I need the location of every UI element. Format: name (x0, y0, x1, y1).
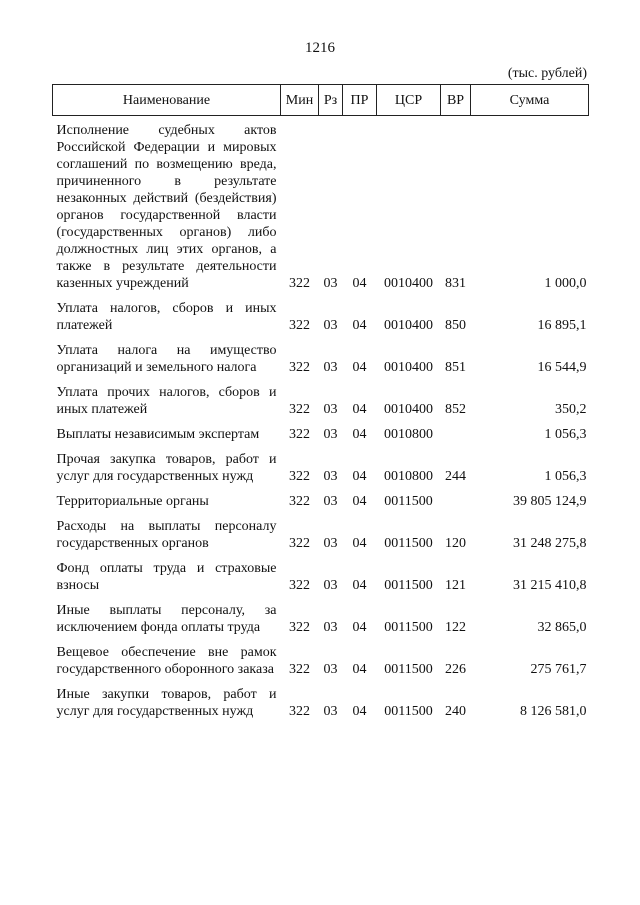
row-pr: 04 (352, 318, 367, 333)
row-sum: 1 056,3 (544, 427, 587, 442)
row-name: Уплата прочих налогов, сборов и иных платежей (56, 385, 277, 417)
table-row (53, 493, 589, 518)
table-header (53, 85, 589, 116)
row-vr: 121 (445, 578, 466, 593)
row-sum: 350,2 (555, 402, 587, 417)
row-vr: 226 (445, 662, 466, 677)
row-rz: 03 (323, 318, 338, 333)
row-csr: 0011500 (384, 704, 433, 719)
row-pr: 04 (352, 620, 367, 635)
row-csr: 0011500 (384, 494, 433, 509)
row-name: Исполнение судебных актов Российской Федерации и мировых соглашений по возмещению вреда, причиненного в результате незаконных действий (бездействия) органов государственной власти (государственных органов) либо должностных лиц этих органов, а также в результате деятельности казенных учреждений (56, 123, 277, 291)
table-row (53, 300, 589, 342)
row-sum: 31 248 275,8 (513, 536, 587, 551)
row-min: 322 (289, 578, 310, 593)
row-vr: 850 (445, 318, 466, 333)
row-csr: 0011500 (384, 578, 433, 593)
row-csr: 0010400 (384, 276, 433, 291)
row-sum: 31 215 410,8 (513, 578, 587, 593)
row-vr: 122 (445, 620, 466, 635)
header-row (53, 85, 589, 116)
row-rz: 03 (323, 427, 338, 442)
row-min: 322 (289, 360, 310, 375)
table-row (53, 644, 589, 686)
table-row (53, 560, 589, 602)
row-vr: 244 (445, 469, 466, 484)
row-min: 322 (289, 469, 310, 484)
row-sum: 16 544,9 (537, 360, 587, 375)
row-min: 322 (289, 276, 310, 291)
row-rz: 03 (323, 276, 338, 291)
row-sum: 16 895,1 (537, 318, 587, 333)
header-name: Наименование (53, 85, 281, 116)
row-csr: 0010400 (384, 402, 433, 417)
row-vr (441, 426, 471, 451)
row-csr: 0011500 (384, 662, 433, 677)
page-number: 1216 (305, 40, 335, 56)
row-pr: 04 (352, 494, 367, 509)
row-rz: 03 (323, 360, 338, 375)
table-row (53, 451, 589, 493)
row-sum: 32 865,0 (537, 620, 587, 635)
table-row (53, 342, 589, 384)
row-vr: 240 (445, 704, 466, 719)
header-csr: ЦСР (377, 85, 441, 116)
row-csr: 0010400 (384, 318, 433, 333)
row-sum: 1 000,0 (544, 276, 587, 291)
header-pr: ПР (343, 85, 377, 116)
row-min: 322 (289, 318, 310, 333)
row-vr: 852 (445, 402, 466, 417)
row-csr: 0010400 (384, 360, 433, 375)
row-sum: 1 056,3 (544, 469, 587, 484)
row-pr: 04 (352, 536, 367, 551)
row-rz: 03 (323, 494, 338, 509)
row-rz: 03 (323, 620, 338, 635)
row-min: 322 (289, 704, 310, 719)
row-csr: 0010800 (384, 469, 433, 484)
row-name: Иные закупки товаров, работ и услуг для государственных нужд (56, 687, 277, 719)
row-min: 322 (289, 402, 310, 417)
row-pr: 04 (352, 360, 367, 375)
row-min: 322 (289, 620, 310, 635)
row-rz: 03 (323, 662, 338, 677)
row-name: Иные выплаты персоналу, за исключением фонда оплаты труда (56, 603, 277, 635)
row-vr: 831 (445, 276, 466, 291)
row-name: Прочая закупка товаров, работ и услуг для государственных нужд (56, 452, 277, 484)
row-csr: 0011500 (384, 536, 433, 551)
row-rz: 03 (323, 536, 338, 551)
row-name: Расходы на выплаты персоналу государственных органов (56, 519, 277, 551)
row-pr: 04 (352, 578, 367, 593)
table-row (53, 426, 589, 451)
row-name: Уплата налогов, сборов и иных платежей (56, 301, 277, 333)
row-name: Вещевое обеспечение вне рамок государственного оборонного заказа (56, 645, 277, 677)
row-rz: 03 (323, 578, 338, 593)
header-min: Мин (281, 85, 319, 116)
row-pr: 04 (352, 276, 367, 291)
row-min: 322 (289, 427, 310, 442)
row-csr: 0011500 (384, 620, 433, 635)
table-row (53, 602, 589, 644)
row-min: 322 (289, 494, 310, 509)
units-label: (тыс. рублей) (507, 66, 587, 81)
table-row (53, 518, 589, 560)
table-row (53, 384, 589, 426)
row-csr: 0010800 (384, 427, 433, 442)
table-body (53, 116, 589, 729)
row-vr: 851 (445, 360, 466, 375)
row-name: Фонд оплаты труда и страховые взносы (56, 561, 277, 593)
row-vr: 120 (445, 536, 466, 551)
table-row (53, 686, 589, 728)
header-vr: ВР (441, 85, 471, 116)
row-min: 322 (289, 536, 310, 551)
row-rz: 03 (323, 469, 338, 484)
row-name: Выплаты независимым экспертам (56, 427, 260, 442)
row-pr: 04 (352, 402, 367, 417)
row-min: 322 (289, 662, 310, 677)
header-rz: Рз (319, 85, 343, 116)
row-sum: 8 126 581,0 (520, 704, 587, 719)
row-pr: 04 (352, 469, 367, 484)
row-rz: 03 (323, 704, 338, 719)
header-sum: Сумма (471, 85, 589, 116)
row-pr: 04 (352, 704, 367, 719)
row-sum: 39 805 124,9 (513, 494, 587, 509)
table-row (53, 116, 589, 301)
row-rz: 03 (323, 402, 338, 417)
row-sum: 275 761,7 (530, 662, 587, 677)
row-name: Территориальные органы (56, 494, 209, 509)
row-pr: 04 (352, 427, 367, 442)
row-vr (441, 493, 471, 518)
row-name: Уплата налога на имущество организаций и земельного налога (56, 343, 277, 375)
budget-table (52, 84, 589, 728)
row-pr: 04 (352, 662, 367, 677)
